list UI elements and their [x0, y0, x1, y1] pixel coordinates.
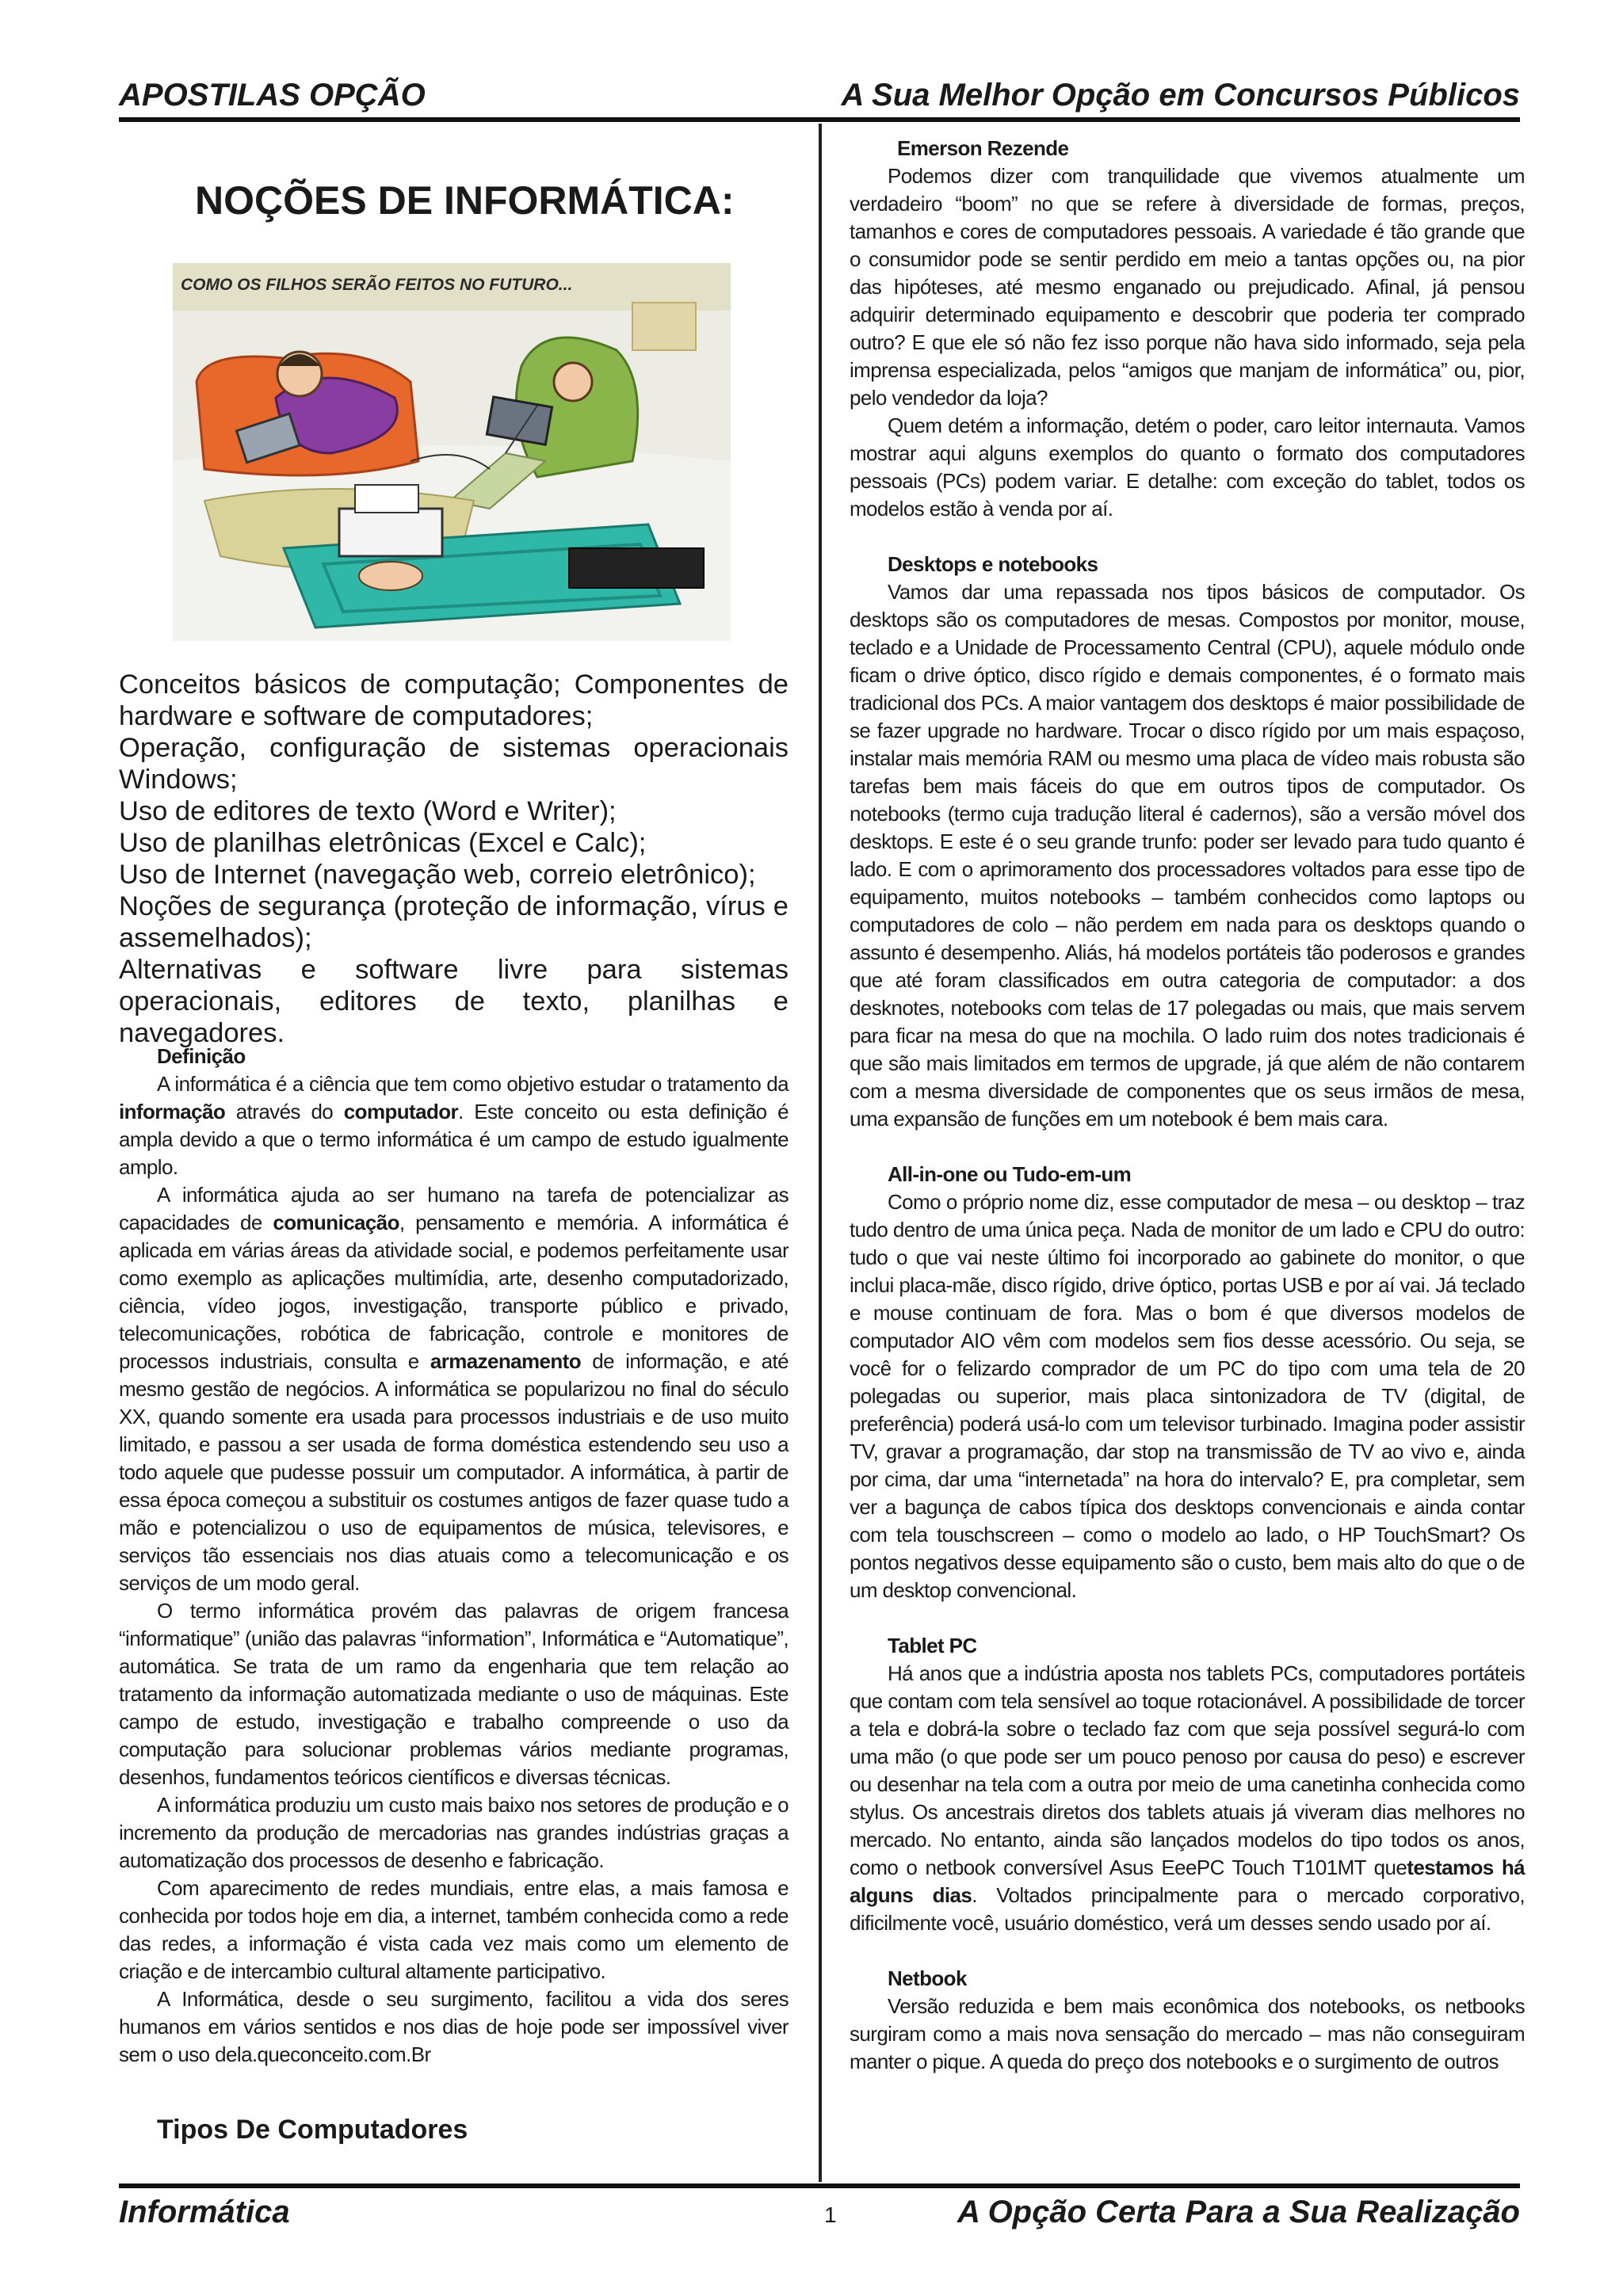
section-heading-tipos: Tipos De Computadores — [157, 2115, 468, 2145]
page-number: 1 — [824, 2203, 837, 2227]
paragraph — [119, 1070, 789, 1181]
paragraph: Com aparecimento de redes mundiais, entre elas, a mais famosa e conhecida por todos hoje em dia, a internet, também conhecida como a rede das redes, a informação é vista cada vez mais como um elemento de criação e de intercambio cultural altamente participativo. — [119, 1876, 789, 1983]
paragraph: Podemos dizer com tranquilidade que vivemos atualmente um verdadeiro “boom” no que se refere à diversidade de formas, preços, tamanhos e cores de computadores pessoais. A variedade é tão grande que o consumidor pode se sentir perdido em meio a tantas opções ou, na pior das hipóteses, até mesmo enganado ou prejudicado. Afinal, já pensou adquirir determinado equipamento e descobrir que poderia ter comprado outro? E que ele só não fez isso porque não hava sido informado, seja pela imprensa especializada, pelos “amigos que manjam de informática” ou, pior, pelo vendedor da loja? — [850, 164, 1525, 410]
text-run: Há anos que a indústria aposta nos tablets PCs, computadores portáteis que contam com tela sensível ao toque rotacionável. A possibilidade de torcer a tela e dobrá-la sobre o teclado faz com que seja possível segurá-lo com uma mão (o que pode ser um pouco penoso por causa do peso) e escrever ou desenhar na tela com a outra por meio de uma canetinha conhecida como stylus. Os ancestrais diretos dos tablets atuais já viveram dias melhores no mercado. No entanto, ainda são lançados modelos do tipo todos os anos, como o netbook conversível Asus EeePC Touch T101MT que — [850, 1661, 1525, 1879]
paragraph — [850, 1660, 1525, 1937]
paragraph: A informática produziu um custo mais baixo nos setores de produção e o incremento da produção de mercadorias nas grandes indústrias graças a automatização dos processos de desenho e fabricação. — [119, 1793, 789, 1872]
section-heading-netbook: Netbook — [888, 1966, 967, 1990]
text-run: através do — [225, 1100, 344, 1123]
page-header — [119, 73, 1520, 117]
footer-rule — [119, 2183, 1520, 2188]
computer-types-article — [850, 135, 1525, 2076]
spacer — [850, 1133, 1525, 1161]
topic-item: Uso de planilhas eletrônicas (Excel e Calc); — [119, 828, 647, 858]
topic-item: Alternativas e software livre para sistemas operacionais, editores de texto, planilhas e navegadores. — [119, 955, 789, 1048]
header-tagline: A Sua Melhor Opção em Concursos Públicos — [841, 78, 1520, 113]
header-rule — [119, 117, 1520, 122]
section-heading-definicao: Definição — [157, 1044, 246, 1068]
text-run: de informação, e até mesmo gestão de negócios. A informática se popularizou no final do século XX, quando somente era usada para processos industriais e de uso muito limitado, e passou a ser usada de forma doméstica estendendo seu uso a todo aquele que pudesse possuir um computador. A informática, à partir de essa época começou a substituir os costumes antigos de fazer quase tudo a mão e potencializou o uso de equipamentos de música, televisores, e serviços tão essenciais nos dias atuais como a telecomunicação e os serviços de um modo geral. — [119, 1349, 789, 1595]
bold-term: computador — [343, 1100, 459, 1123]
cartoon-drawing — [173, 263, 731, 641]
paragraph: A Informática, desde o seu surgimento, facilitou a vida dos seres humanos em vários sentidos e nos dias de hoje pode ser impossível viver sem o uso dela.queconceito.com.Br — [119, 1987, 789, 2066]
bold-term: armazenamento — [430, 1349, 582, 1373]
bold-term: comunicação — [273, 1211, 399, 1234]
header-brand: APOSTILAS OPÇÃO — [119, 78, 426, 113]
article-author: Emerson Rezende — [897, 136, 1069, 160]
bold-term: testamos há alguns dias — [850, 1855, 1526, 1907]
topic-item: Conceitos básicos de computação; Componentes de hardware e software de computadores; — [119, 669, 789, 731]
text-run: . Voltados principalmente para o mercado corporativo, dificilmente você, usuário doméstico, verá um desses sendo usado por aí. — [850, 1883, 1525, 1935]
topic-item: Operação, configuração de sistemas operacionais Windows; — [119, 733, 789, 795]
bold-term: informação — [119, 1100, 226, 1123]
text-run: A informática é a ciência que tem como objetivo estudar o tratamento da — [157, 1072, 789, 1096]
page-footer — [119, 2190, 1520, 2237]
definicao-section — [119, 1043, 789, 2069]
spacer — [850, 523, 1525, 551]
section-heading-allinone: All-in-one ou Tudo-em-um — [888, 1162, 1132, 1186]
cartoon-illustration — [173, 263, 731, 641]
page-title: NOÇÕES DE INFORMÁTICA: — [195, 178, 735, 223]
left-column — [119, 127, 789, 2179]
text-run: A informática ajuda ao ser humano na tarefa de potencializar as capacidades de — [119, 1183, 789, 1234]
section-heading-desktops: Desktops e notebooks — [888, 552, 1098, 576]
paragraph: Vamos dar uma repassada nos tipos básicos de computador. Os desktops são os computadores de mesas. Compostos por monitor, mouse, teclado e a Unidade de Processamento Central (CPU), aquele módulo onde ficam o drive óptico, disco rígido e demais componentes, é o formato mais tradicional dos PCs. A maior vantagem dos desktops é maior possibilidade de se fazer upgrade no hardware. Trocar o disco rígido por um mais espaçoso, instalar mais memória RAM ou mesmo uma placa de vídeo mais robusta são tarefas bem mais fáceis do que em outros tipos de computador. Os notebooks (termo cuja tradução literal é cadernos), são a versão móvel dos desktops. E este é o seu grande trunfo: poder ser levado para tudo quanto é lado. E com o aprimoramento dos processadores voltados para esse tipo de equipamento, muitos notebooks – também conhecidos como laptops ou computadores de colo – não perdem em nada para os desktops quando o assunto é desempenho. Aliás, há modelos portáteis tão poderosos e grandes que até foram classificados em outra categoria de computador: a dos desknotes, notebooks com telas de 17 polegadas ou mais, que mais servem para ficar na mesa do que na mochila. O lado ruim dos notes tradicionais é que são mais limitados em termos de upgrade, já que além de não contarem com a mesma diversidade de componentes que os seus irmãos de mesa, uma expansão de funções em um notebook é bem mais cara. — [850, 580, 1525, 1131]
paragraph: Como o próprio nome diz, esse computador de mesa – ou desktop – traz tudo dentro de uma única peça. Nada de monitor de um lado e CPU do outro: tudo o que vai neste último foi incorporado ao gabinete do monitor, o que inclui placa-mãe, disco rígido, drive óptico, portas USB e por aí vai. Já teclado e mouse continuam de fora. Mas o bom é que diversos modelos de computador AIO vêm com modelos sem fios desse acessório. Ou seja, se você for o felizardo comprador de um PC do tipo com uma tela de 20 polegadas ou superior, mais placa sintonizadora de TV (digital, de preferência) poderá usá-lo com um televisor turbinado. Imagina poder assistir TV, gravar a programação, dar stop na transmissão de TV ao vivo e, ainda por cima, dar uma “internetada” na hora do intervalo? E, pra completar, sem ver a bagunça de cabos típica dos desktops convencionais e ainda contar com tela touschscreen – como o modelo ao lado, o HP TouchSmart? Os pontos negativos desse equipamento são o custo, bem mais alto do que o de um desktop convencional. — [850, 1190, 1525, 1602]
paragraph: Versão reduzida e bem mais econômica dos notebooks, os netbooks surgiram como a mais nova sensação do mercado – mas não conseguiram manter o pique. A queda do preço dos notebooks e o surgimento de outros — [850, 1994, 1525, 2073]
right-column — [850, 132, 1525, 2183]
cartoon-caption: COMO OS FILHOS SERÃO FEITOS NO FUTURO... — [181, 276, 573, 294]
topic-item: Uso de editores de texto (Word e Writer); — [119, 796, 617, 826]
paragraph: O termo informática provém das palavras de origem francesa “informatique” (união das palavras “information”, Informática e “Automatique”, automática. Se trata de um ramo da engenharia que tem relação ao tratamento da informação automatizada mediante o uso de máquinas. Este campo de estudo, investigação e trabalho compreende o uso da computação para solucionar problemas vários mediante programas, desenhos, fundamentos teóricos científicos e diversas técnicas. — [119, 1599, 789, 1789]
topic-item: Uso de Internet (navegação web, correio eletrônico); — [119, 860, 756, 890]
section-heading-tablet: Tablet PC — [888, 1634, 977, 1657]
column-divider — [819, 124, 822, 2182]
paragraph — [119, 1181, 789, 1597]
footer-tagline: A Opção Certa Para a Sua Realização — [957, 2195, 1520, 2229]
spacer — [850, 1604, 1525, 1632]
text-run: . Este conceito ou esta definição é ampla devido a que o termo informática é um campo de estudo igualmente amplo. — [119, 1100, 789, 1179]
topics-list — [119, 669, 789, 1049]
text-run: , pensamento e memória. A informática é aplicada em várias áreas da atividade social, e podemos perfeitamente usar como exemplo as aplicações multimídia, arte, desenho computadorizado, ciência, vídeo jogos, investigação, transporte público e privado, telecomunicações, robótica de fabricação, controle e monitores de processos industriais, consulta e — [119, 1211, 789, 1373]
paragraph: Quem detém a informação, detém o poder, caro leitor internauta. Vamos mostrar aqui alguns exemplos do quanto o formato dos computadores pessoais (PCs) podem variar. E detalhe: com exceção do tablet, todos os modelos estão à venda por aí. — [850, 414, 1525, 521]
footer-subject: Informática — [119, 2195, 290, 2229]
topic-item: Noções de segurança (proteção de informação, vírus e assemelhados); — [119, 891, 789, 953]
spacer — [850, 1937, 1525, 1965]
